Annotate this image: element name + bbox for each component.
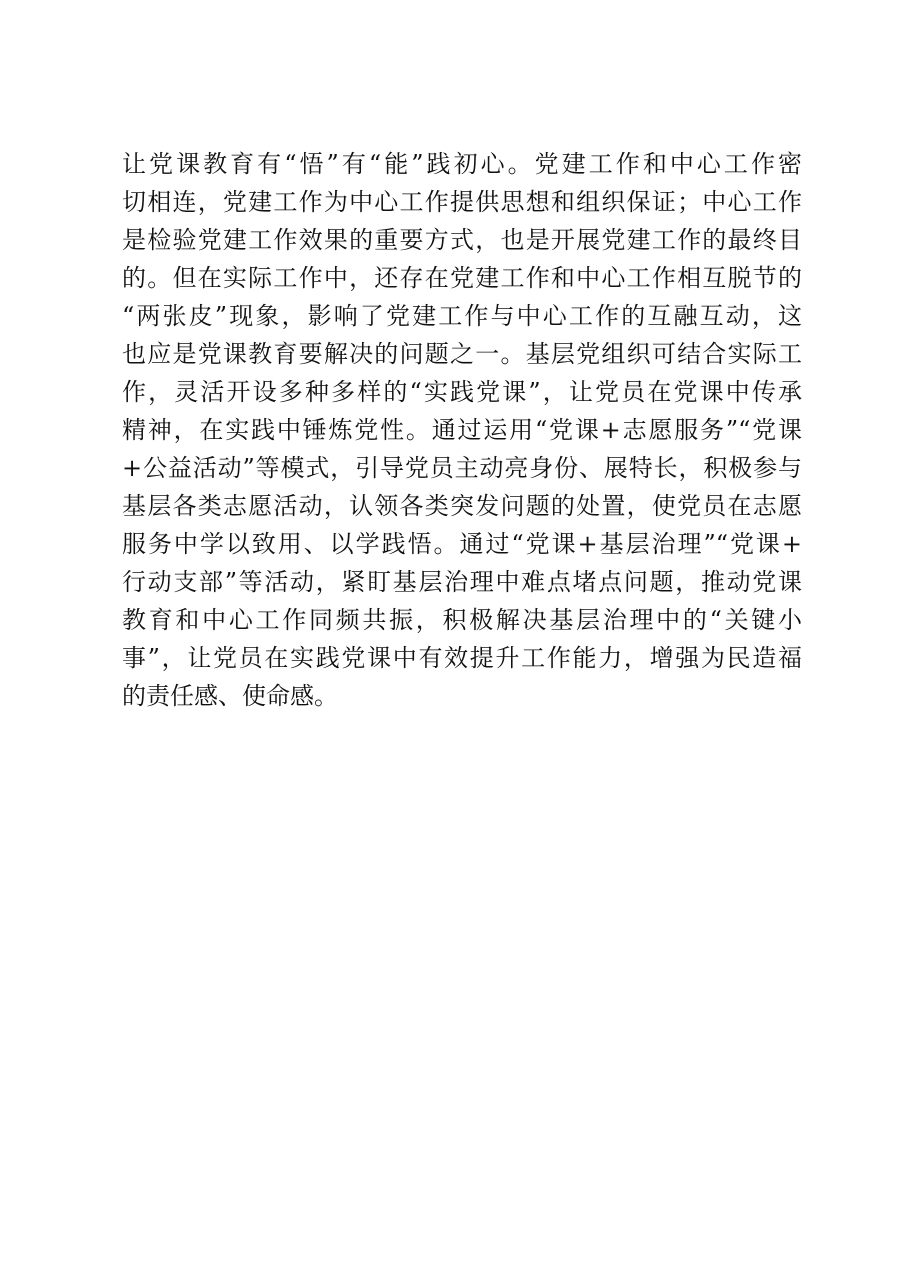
paragraph-line: 作，灵活开设多种多样的“实践党课”，让党员在党课中传承 [122,378,802,406]
paragraph-line: “两张皮”现象，影响了党建工作与中心工作的互融互动，这 [122,302,802,330]
paragraph-line: 行动支部”等活动，紧盯基层治理中难点堵点问题，推动党课 [122,568,802,596]
body-paragraph [122,145,802,715]
paragraph-line: 事”，让党员在实践党课中有效提升工作能力，增强为民造福 [122,644,802,672]
paragraph-line: +公益活动”等模式，引导党员主动亮身份、展特长，积极参与 [122,454,802,482]
paragraph-line: 让党课教育有“悟”有“能”践初心。党建工作和中心工作密 [122,150,802,178]
paragraph-line: 基层各类志愿活动，认领各类突发问题的处置，使党员在志愿 [122,492,802,520]
paragraph-line-last: 的责任感、使命感。 [122,682,338,710]
paragraph-line: 的。但在实际工作中，还存在党建工作和中心工作相互脱节的 [122,264,802,292]
paragraph-line: 服务中学以致用、以学践悟。通过“党课+基层治理”“党课+ [122,530,802,558]
paragraph-line: 精神，在实践中锤炼党性。通过运用“党课+志愿服务”“党课 [122,416,802,444]
paragraph-line: 也应是党课教育要解决的问题之一。基层党组织可结合实际工 [122,340,802,368]
paragraph-line: 切相连，党建工作为中心工作提供思想和组织保证；中心工作 [122,188,802,216]
paragraph-line: 是检验党建工作效果的重要方式，也是开展党建工作的最终目 [122,226,802,254]
paragraph-line: 教育和中心工作同频共振，积极解决基层治理中的“关键小 [122,606,802,634]
